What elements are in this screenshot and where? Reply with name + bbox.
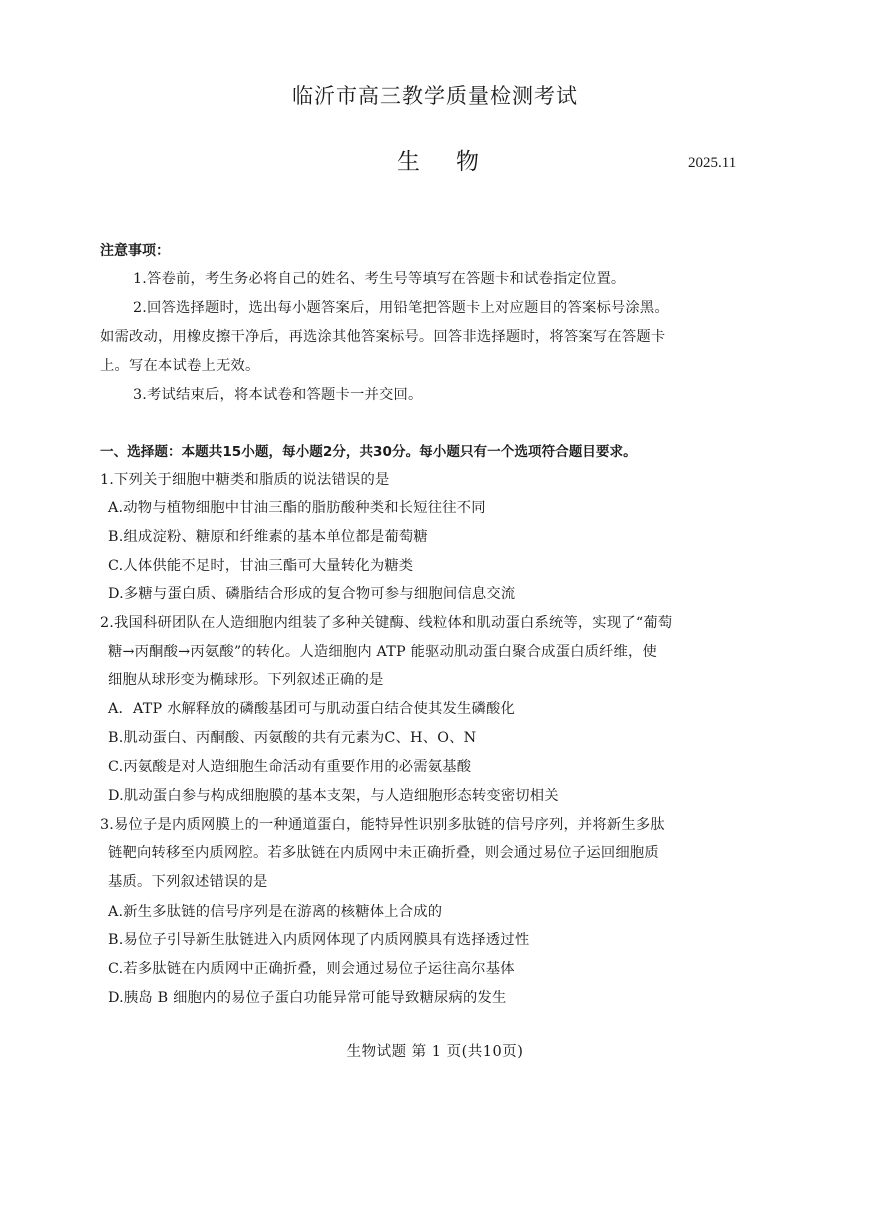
notice-line: 1.答卷前，考生务必将自己的姓名、考生号等填写在答题卡和试卷指定位置。 <box>133 271 626 287</box>
exam-title: 临沂市高三教学质量检测考试 <box>292 84 578 108</box>
question-stem: 链靶向转移至内质网腔。若多肽链在内质网中未正确折叠，则会通过易位子运回细胞质 <box>108 845 659 861</box>
notice-line: 上。写在本试卷上无效。 <box>100 358 260 374</box>
question-option: B.组成淀粉、糖原和纤维素的基本单位都是葡萄糖 <box>108 529 428 545</box>
notice-line: 如需改动，用橡皮擦干净后，再选涂其他答案标号。回答非选择题时，将答案写在答题卡 <box>100 329 666 345</box>
exam-date: 2025.11 <box>688 155 737 171</box>
question-stem: 1.下列关于细胞中糖类和脂质的说法错误的是 <box>100 472 390 488</box>
notice-line: 2.回答选择题时，选出每小题答案后，用铅笔把答题卡上对应题目的答案标号涂黑。 <box>133 300 669 316</box>
question-option: A.新生多肽链的信号序列是在游离的核糖体上合成的 <box>108 904 443 920</box>
page-footer: 生物试题 第 1 页(共10页) <box>346 1044 524 1060</box>
question-option: A．ATP 水解释放的磷酸基团可与肌动蛋白结合使其发生磷酸化 <box>108 701 515 717</box>
question-option: C.若多肽链在内质网中正确折叠，则会通过易位子运往高尔基体 <box>108 961 515 977</box>
question-option: B.肌动蛋白、丙酮酸、丙氨酸的共有元素为C、H、O、N <box>108 730 477 746</box>
question-option: D.胰岛 B 细胞内的易位子蛋白功能异常可能导致糖尿病的发生 <box>108 990 507 1006</box>
question-option: D.多糖与蛋白质、磷脂结合形成的复合物可参与细胞间信息交流 <box>108 586 516 602</box>
question-stem: 3.易位子是内质网膜上的一种通道蛋白，能特异性识别多肽链的信号序列，并将新生多肽 <box>100 817 665 833</box>
question-option: C.丙氨酸是对人造细胞生命活动有重要作用的必需氨基酸 <box>108 759 472 775</box>
question-option: C.人体供能不足时，甘油三酯可大量转化为糖类 <box>108 558 414 574</box>
question-option: D.肌动蛋白参与构成细胞膜的基本支架，与人造细胞形态转变密切相关 <box>108 788 559 804</box>
question-stem: 细胞从球形变为椭球形。下列叙述正确的是 <box>108 672 384 688</box>
question-option: B.易位子引导新生肽链进入内质网体现了内质网膜具有选择透过性 <box>108 932 530 948</box>
notice-heading: 注意事项： <box>100 243 170 259</box>
question-stem: 基质。下列叙述错误的是 <box>108 874 268 890</box>
section-heading: 一、选择题：本题共15小题，每小题2分，共30分。每小题只有一个选项符合题目要求。 <box>100 444 637 460</box>
notice-line: 3.考试结束后，将本试卷和答题卡一并交回。 <box>133 387 423 403</box>
subject-title: 生物 <box>397 149 515 175</box>
question-stem: 2.我国科研团队在人造细胞内组装了多种关键酶、线粒体和肌动蛋白系统等，实现了“葡萄 <box>100 615 673 631</box>
question-option: A.动物与植物细胞中甘油三酯的脂肪酸种类和长短往往不同 <box>108 500 486 516</box>
question-stem: 糖→丙酮酸→丙氨酸”的转化。人造细胞内 ATP 能驱动肌动蛋白聚合成蛋白质纤维，使 <box>108 644 658 660</box>
